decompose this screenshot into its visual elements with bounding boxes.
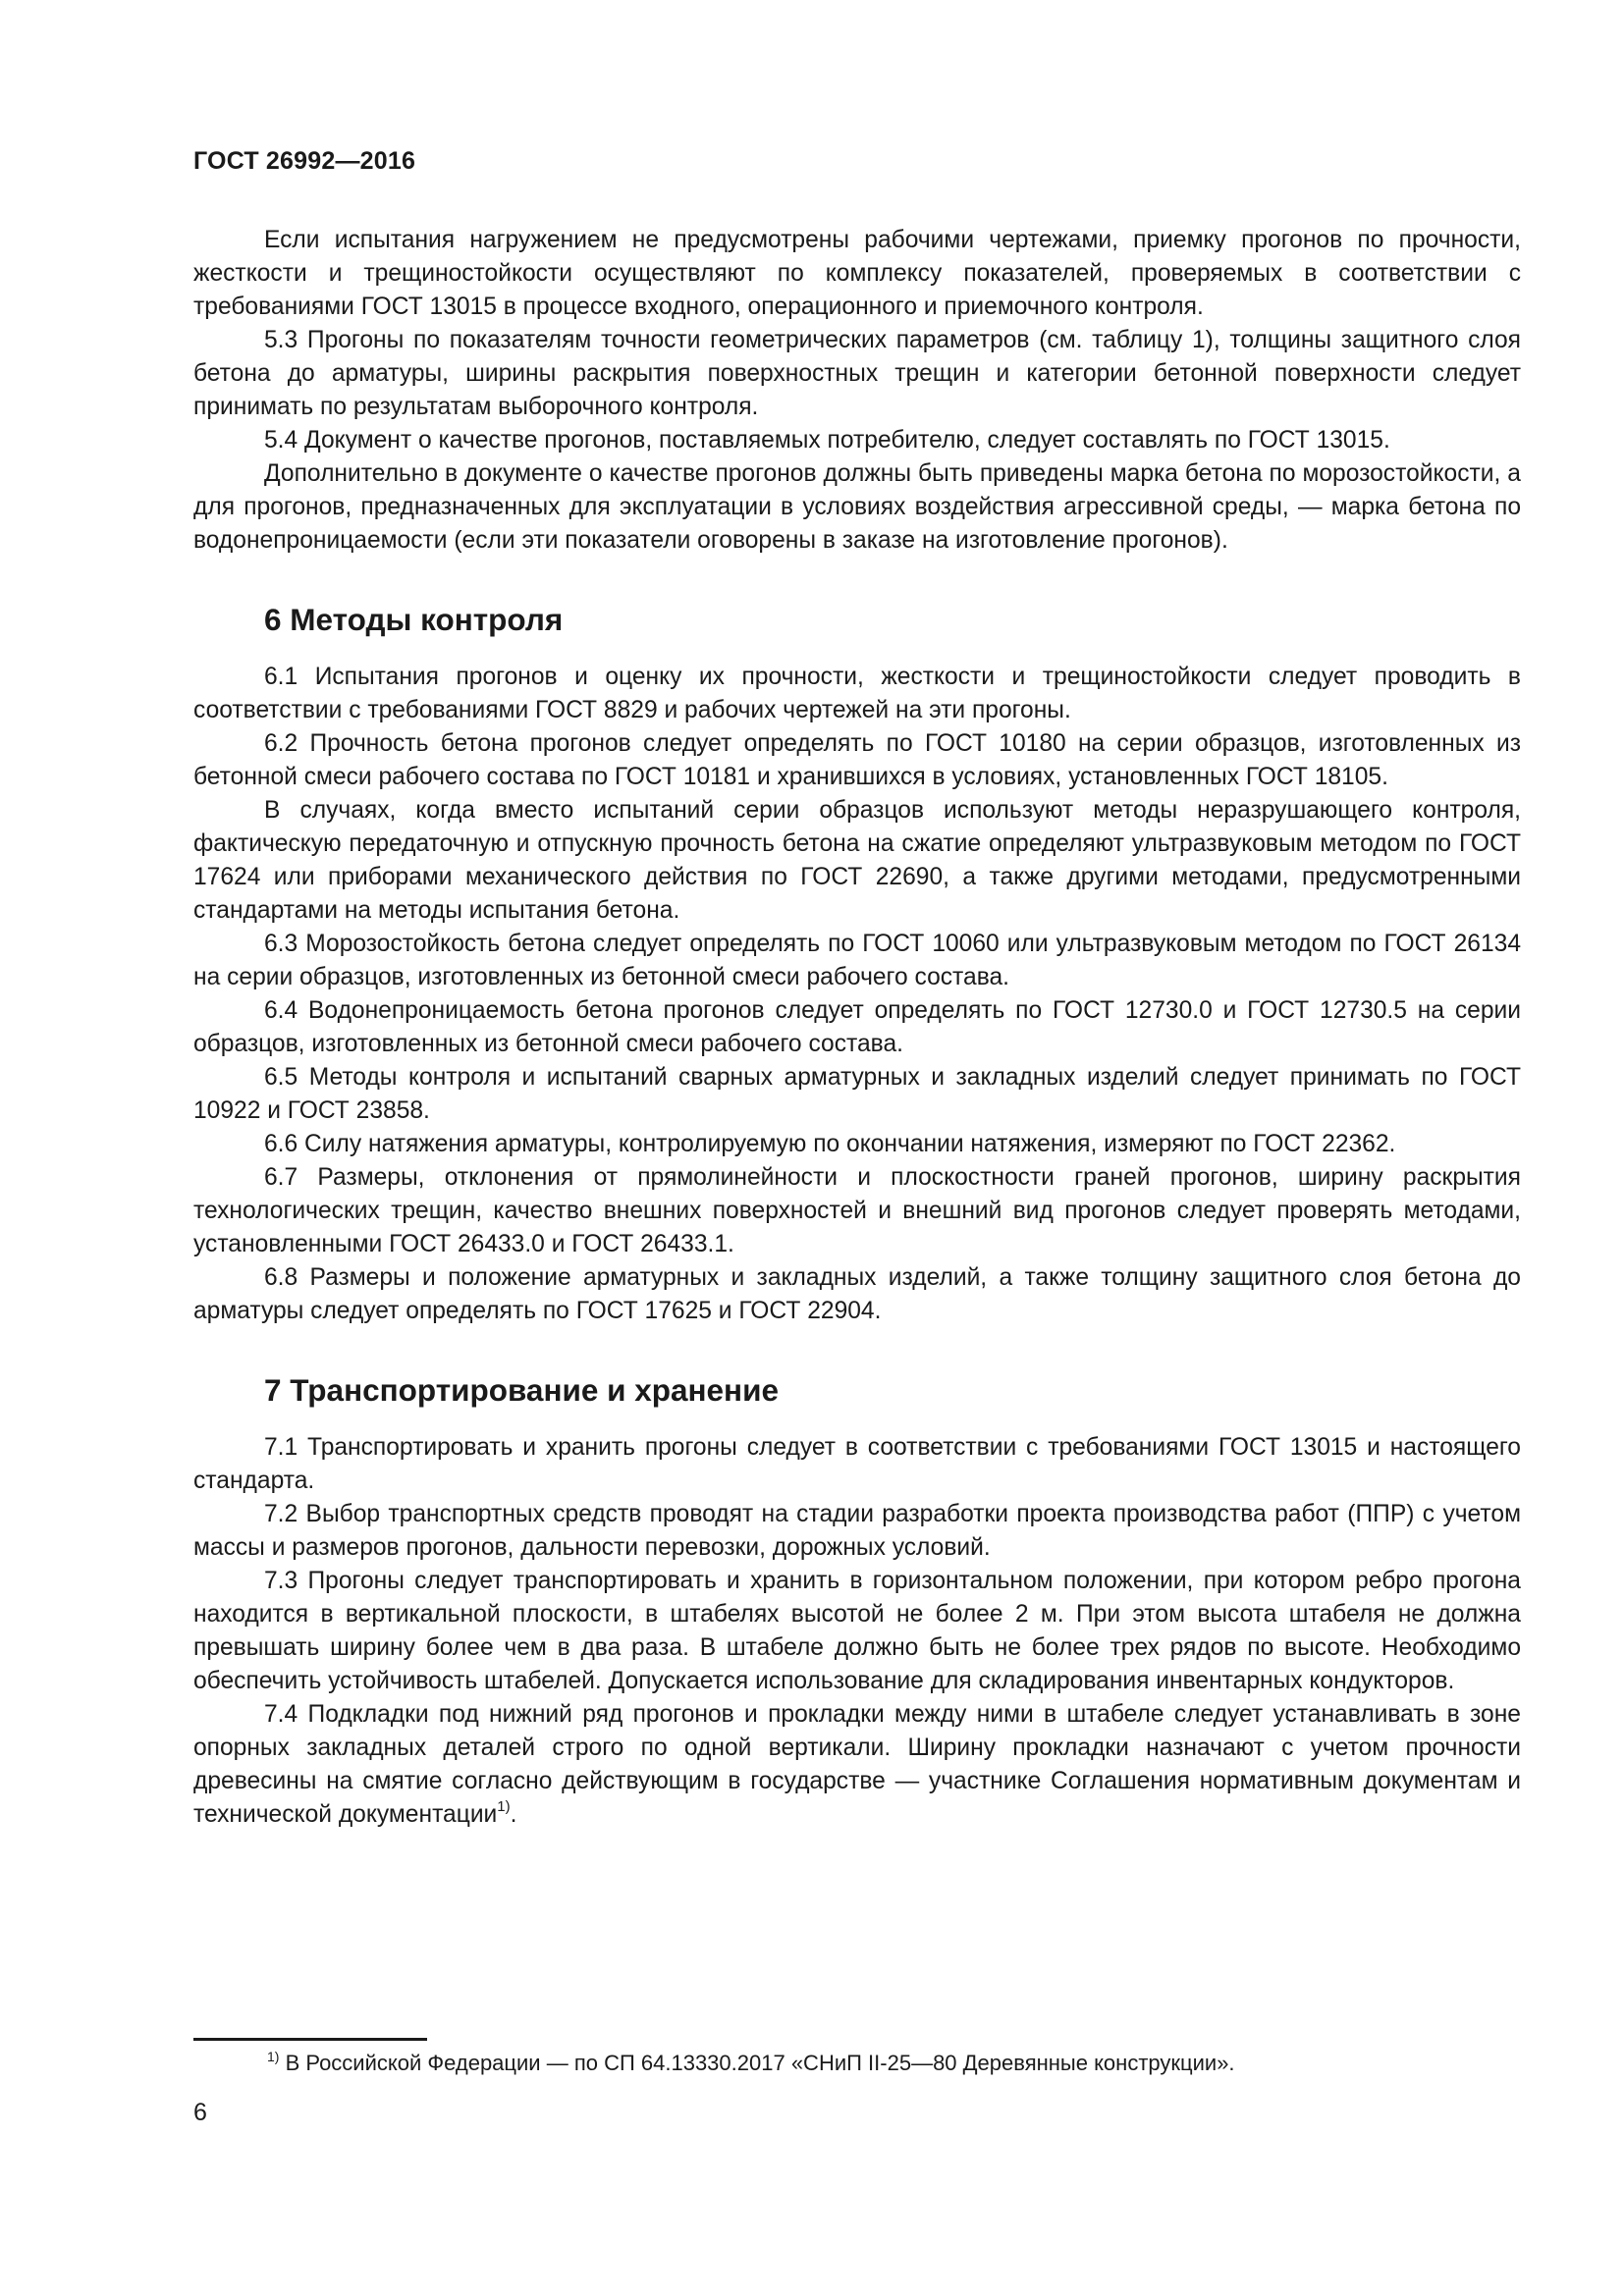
- document-header: ГОСТ 26992—2016: [193, 147, 416, 175]
- paragraph: Если испытания нагружением не предусмотрены рабочими чертежами, приемку прогонов по прочности, жесткости и трещиностойкости осуществляют по комплексу показателей, проверяемых в соответствии с требованиями ГОСТ 13015 в процессе входного, операционного и приемочного контроля.: [193, 227, 1521, 320]
- paragraph: В случаях, когда вместо испытаний серии образцов используют методы неразрушающего контроля, фактическую передаточную и отпускную прочность бетона на сжатие определяют ультразвуковым методом по ГОСТ 17624 или приборами механического действия по ГОСТ 22690, а также другими методами, предусмотренными стандартами на методы испытания бетона.: [193, 797, 1521, 924]
- document-body: [193, 224, 1521, 1832]
- page-number: 6: [193, 2099, 207, 2126]
- footnote-marker: 1): [267, 2049, 280, 2064]
- paragraph-7-2: 7.2 Выбор транспортных средств проводят на стадии разработки проекта производства работ (ППР) с учетом массы и размеров прогонов, дальности перевозки, дорожных условий.: [193, 1501, 1521, 1561]
- section-heading-7: 7 Транспортирование и хранение: [264, 1372, 779, 1408]
- footnote-reference: 1): [497, 1798, 511, 1815]
- paragraph-6-4: 6.4 Водонепроницаемость бетона прогонов следует определять по ГОСТ 12730.0 и ГОСТ 12730.5 на серии образцов, изготовленных из бетонной смеси рабочего состава.: [193, 997, 1521, 1057]
- paragraph-5-3: 5.3 Прогоны по показателям точности геометрических параметров (см. таблицу 1), толщины защитного слоя бетона до арматуры, ширины раскрытия поверхностных трещин и категории бетонной поверхности следует принимать по результатам выборочного контроля.: [193, 327, 1521, 420]
- paragraph-5-4: 5.4 Документ о качестве прогонов, поставляемых потребителю, следует составлять по ГОСТ 13015.: [264, 427, 1390, 454]
- paragraph-6-1: 6.1 Испытания прогонов и оценку их прочности, жесткости и трещиностойкости следует проводить в соответствии с требованиями ГОСТ 8829 и рабочих чертежей на эти прогоны.: [193, 664, 1521, 723]
- paragraph-7-4: [193, 1698, 1521, 1832]
- footnote: [267, 2049, 1235, 2078]
- paragraph-7-3: 7.3 Прогоны следует транспортировать и хранить в горизонтальном положении, при котором ребро прогона находится в вертикальной плоскости, в штабелях высотой не более 2 м. При этом высота штабеля не должна превышать ширину более чем в два раза. В штабеле должно быть не более трех рядов по высоте. Необходимо обеспечить устойчивость штабелей. Допускается использование для складирования инвентарных кондукторов.: [193, 1568, 1521, 1694]
- paragraph-6-5: 6.5 Методы контроля и испытаний сварных арматурных и закладных изделий следует принимать по ГОСТ 10922 и ГОСТ 23858.: [193, 1064, 1521, 1124]
- paragraph-6-2: 6.2 Прочность бетона прогонов следует определять по ГОСТ 10180 на серии образцов, изготовленных из бетонной смеси рабочего состава по ГОСТ 10181 и хранившихся в условиях, установленных ГОСТ 18105.: [193, 730, 1521, 790]
- paragraph-7-1: 7.1 Транспортировать и хранить прогоны следует в соответствии с требованиями ГОСТ 13015 и настоящего стандарта.: [193, 1434, 1521, 1494]
- paragraph-6-8: 6.8 Размеры и положение арматурных и закладных изделий, а также толщину защитного слоя бетона до арматуры следует определять по ГОСТ 17625 и ГОСТ 22904.: [193, 1264, 1521, 1324]
- footnote-text: В Российской Федерации — по СП 64.13330.2017 «СНиП II-25—80 Деревянные конструкции».: [285, 2051, 1235, 2075]
- paragraph: Дополнительно в документе о качестве прогонов должны быть приведены марка бетона по морозостойкости, а для прогонов, предназначенных для эксплуатации в условиях воздействия агрессивной среды, — марка бетона по водонепроницаемости (если эти показатели оговорены в заказе на изготовление прогонов).: [193, 460, 1521, 554]
- paragraph-6-3: 6.3 Морозостойкость бетона следует определять по ГОСТ 10060 или ультразвуковым методом по ГОСТ 26134 на серии образцов, изготовленных из бетонной смеси рабочего состава.: [193, 931, 1521, 990]
- paragraph-text: 7.4 Подкладки под нижний ряд прогонов и прокладки между ними в штабеле следует устанавливать в зоне опорных закладных деталей строго по одной вертикали. Ширину прокладки назначают с учетом прочности древесины на смятие согласно действующим в государстве — участнике Соглашения нормативным документам и технической документации: [193, 1701, 1521, 1828]
- paragraph-end: .: [510, 1801, 517, 1828]
- paragraph-6-6: 6.6 Силу натяжения арматуры, контролируемую по окончании натяжения, измеряют по ГОСТ 22362.: [264, 1131, 1396, 1157]
- footnote-separator: [193, 2038, 427, 2041]
- paragraph-6-7: 6.7 Размеры, отклонения от прямолинейности и плоскостности граней прогонов, ширину раскрытия технологических трещин, качество внешних поверхностей и внешний вид прогонов следует проверять методами, установленными ГОСТ 26433.0 и ГОСТ 26433.1.: [193, 1164, 1521, 1257]
- section-heading-6: 6 Методы контроля: [264, 602, 564, 637]
